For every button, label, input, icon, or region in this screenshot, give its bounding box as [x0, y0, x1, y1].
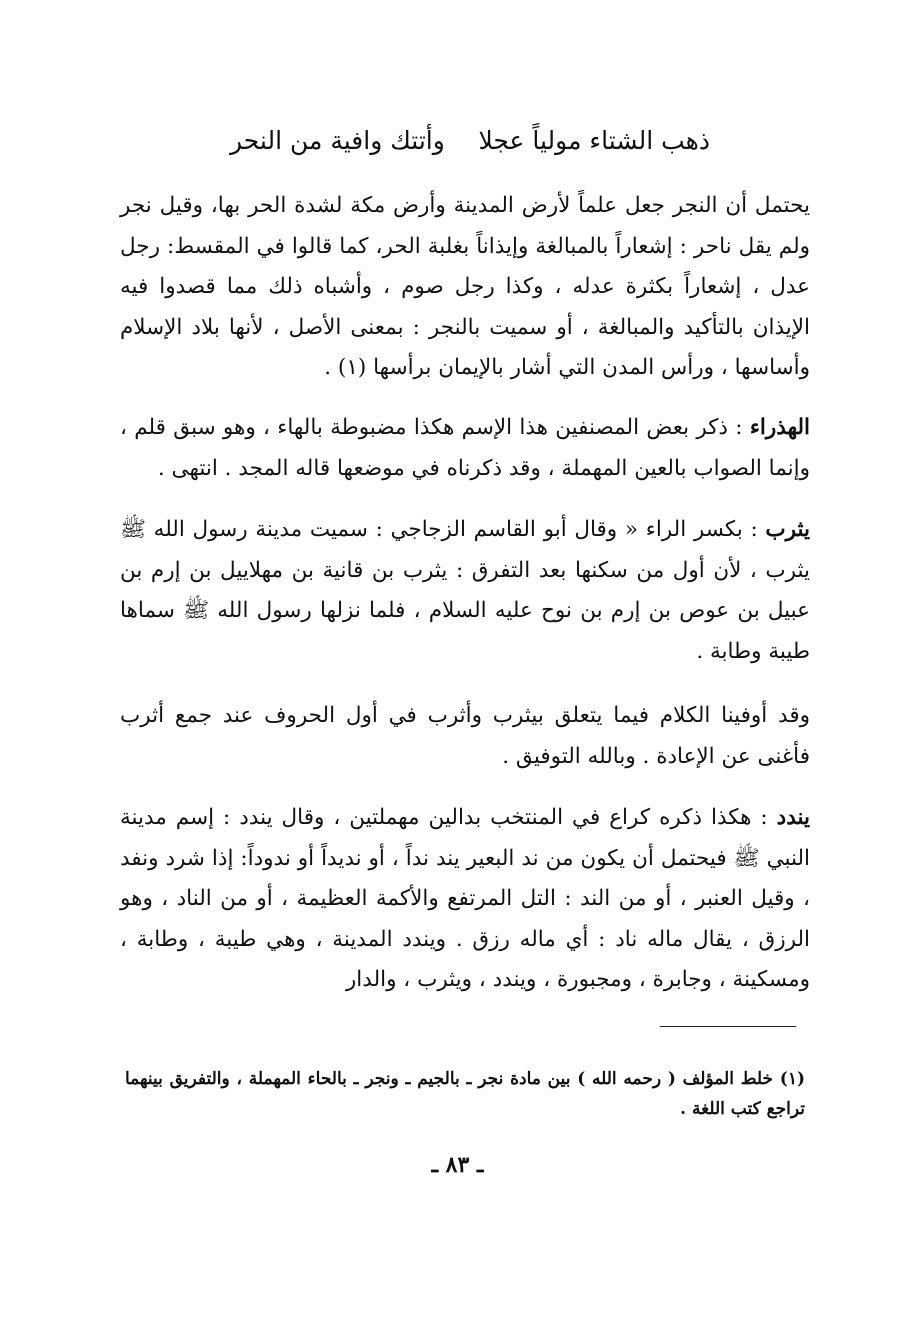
paragraph-hadhra: [120, 408, 810, 489]
paragraph-text: : هكذا ذكره كراع في المنتخب بدالين مهملتين ، وقال يندد : إسم مدينة النبي ﷺ فيحتمل أن يكون من ند البعير يند نداً ، أو نديداً أو ندوداً: إذا شرد ونفد ، وقيل العنبر ، أو من الند : التل المرتفع والأكمة العظيمة ، أو من الناد ، وهو الرزق ، يقال ماله ناد : أي ماله رزق . ويندد المدينة ، وهي طيبة ، وطابة ، ومسكينة ، وجابرة ، ومجبورة ، ويندد ، ويثرب ، والدار: [120, 805, 810, 992]
paragraph-text: : بكسر الراء « وقال أبو القاسم الزجاجي : سميت مدينة رسول الله ﷺ يثرب ، لأن أول من سكنها بعد التفرق : يثرب بن قانية بن مهلاييل بن إرم بن عبيل بن عوص بن إرم بن نوح عليه السلام ، فلما نزلها رسول الله ﷺ سماها طيبة وطابة .: [120, 517, 810, 664]
verse-hemistich-right: ذهب الشتاء مولياً عجلا: [478, 125, 710, 155]
footnote-divider: [660, 1026, 796, 1027]
entry-term: يندد: [776, 805, 810, 830]
paragraph-najr: [120, 186, 810, 389]
entry-term: يثرب: [765, 517, 810, 542]
paragraph-yathrib: [120, 510, 810, 672]
paragraph-text: : ذكر بعض المصنفين هذا الإسم هكذا مضبوطة بالهاء ، وهو سبق قلم ، وإنما الصواب بالعين المهملة ، وقد ذكرناه في موضعها قاله المجد . انتهى .: [120, 415, 810, 481]
verse-hemistich-left: وأتتك وافية من النحر: [230, 125, 445, 155]
poetry-verse: [230, 118, 710, 162]
paragraph-text: وقد أوفينا الكلام فيما يتعلق بيثرب وأثرب في أول الحروف عند جمع أثرب فأغنى عن الإعادة . وبالله التوفيق .: [120, 703, 810, 769]
page-number: ـ ٨٣ ـ: [431, 1152, 484, 1178]
paragraph-text: يحتمل أن النجر جعل علماً لأرض المدينة وأرض مكة لشدة الحر بها، وقيل نجر ولم يقل ناحر : إشعاراً بالمبالغة وإيذاناً بغلبة الحر، كما قالوا في المقسط: رجل عدل ، إشعاراً بكثرة عدله ، وكذا رجل صوم ، وأشباه ذلك مما قصدوا فيه الإيذان بالتأكيد والمبالغة ، أو سميت بالنجر : بمعنى الأصل ، لأنها بلاد الإسلام وأساسها ، ورأس المدن التي أشار بالإيمان برأسها (١) .: [120, 193, 810, 380]
paragraph-yandad: [120, 798, 810, 1001]
entry-term: الهذراء: [749, 415, 810, 440]
footnote: (١) خلط المؤلف ( رحمه الله ) بين مادة نجر ـ بالجيم ـ ونجر ـ بالحاء المهملة ، والتفريق بينهما تراجع كتب اللغة .: [125, 1069, 805, 1119]
paragraph-note: [120, 696, 810, 777]
